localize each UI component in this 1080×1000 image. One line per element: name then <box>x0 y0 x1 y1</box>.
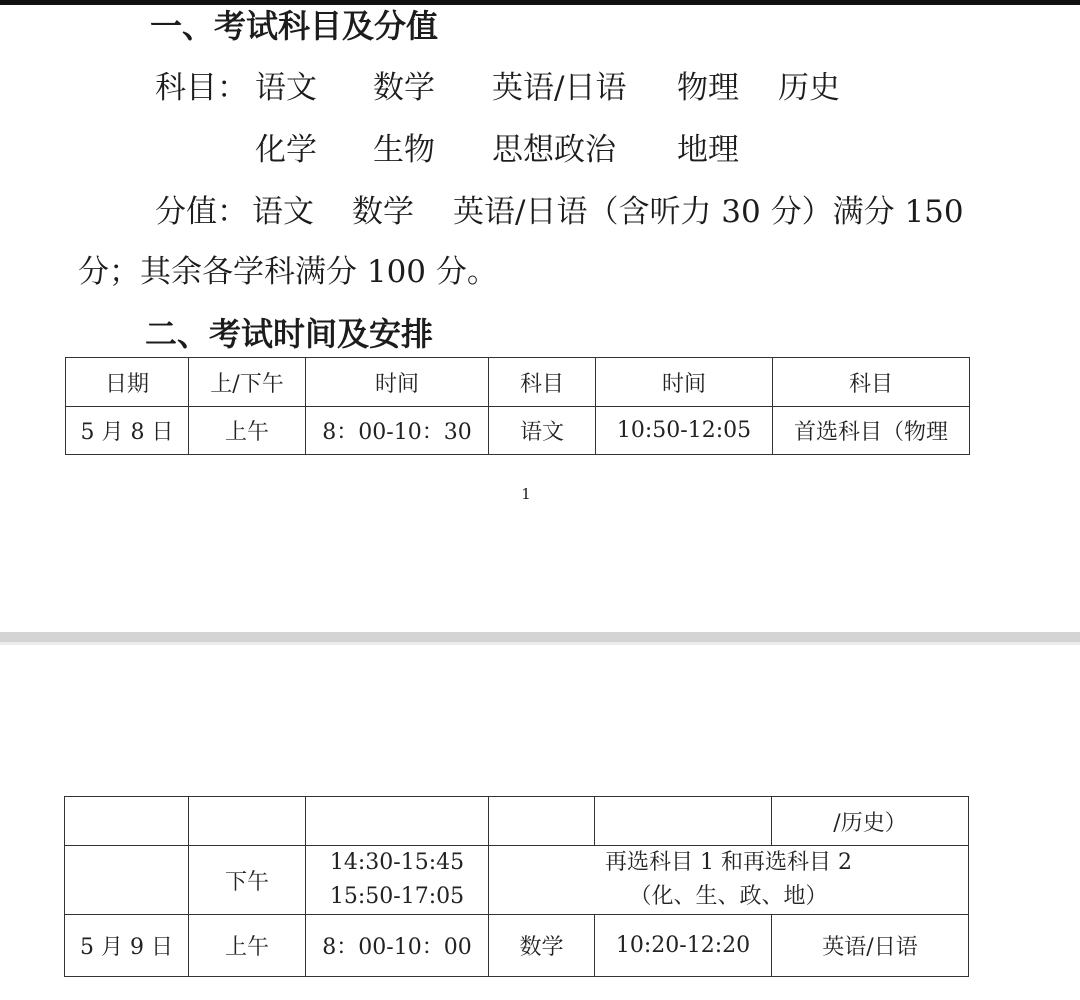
cell-reselect-subjects <box>489 846 969 915</box>
table-row <box>66 407 970 455</box>
subject-item: 生物 <box>373 132 435 168</box>
cell-empty <box>65 846 189 915</box>
cell-times <box>306 846 489 915</box>
header-subject: 科目 <box>489 358 596 407</box>
reselect-subject-title: 再选科目 1 和再选科目 2 <box>605 850 852 875</box>
cell-subject: 英语/日语 <box>772 915 969 977</box>
cell-time: 10:50-12:05 <box>596 407 773 455</box>
cell-date: 5 月 8 日 <box>66 407 189 455</box>
subject-item: 物理 <box>677 70 739 106</box>
subject-item: 数学 <box>373 70 435 106</box>
cell-period: 上午 <box>189 915 306 977</box>
scores-line-2: 分；其余各学科满分 100 分。 <box>78 254 498 290</box>
score-item: 语文 <box>252 194 314 230</box>
subject-item: 思想政治 <box>492 132 616 168</box>
table-row <box>65 846 969 915</box>
section2-heading: 二、考试时间及安排 <box>145 315 434 353</box>
cell-time: 8：00-10：30 <box>306 407 489 455</box>
subject-item: 英语/日语 <box>492 70 627 106</box>
subject-item: 语文 <box>255 70 317 106</box>
header-time: 时间 <box>596 358 773 407</box>
cell-empty <box>65 797 189 846</box>
cell-empty <box>595 797 772 846</box>
score-item: 数学 <box>352 194 414 230</box>
cell-subject-continued: /历史） <box>772 797 969 846</box>
cell-subject: 语文 <box>489 407 596 455</box>
section1-heading: 一、考试科目及分值 <box>150 7 439 45</box>
table-row <box>65 797 969 846</box>
page-separator <box>0 632 1080 642</box>
cell-empty <box>489 797 595 846</box>
header-period: 上/下午 <box>189 358 306 407</box>
header-subject: 科目 <box>773 358 970 407</box>
top-border <box>0 0 1080 5</box>
subjects-label: 科目： <box>155 70 248 106</box>
cell-empty <box>189 797 306 846</box>
scores-label: 分值： <box>155 194 248 230</box>
score-item: 英语/日语（含听力 30 分）满分 150 <box>453 194 964 230</box>
subject-item: 化学 <box>255 132 317 168</box>
reselect-subject-list: （化、生、政、地） <box>629 884 828 909</box>
cell-empty <box>306 797 489 846</box>
page-number: 1 <box>521 485 531 503</box>
table-row <box>65 915 969 977</box>
header-time: 时间 <box>306 358 489 407</box>
time-slot: 14:30-15:45 <box>329 850 465 875</box>
cell-date: 5 月 9 日 <box>65 915 189 977</box>
subject-item: 地理 <box>677 132 739 168</box>
cell-period: 下午 <box>189 846 306 915</box>
subject-item: 历史 <box>778 70 840 106</box>
cell-period: 上午 <box>189 407 306 455</box>
header-date: 日期 <box>66 358 189 407</box>
schedule-table-2 <box>64 796 969 977</box>
table-header-row <box>66 358 970 407</box>
time-slot: 15:50-17:05 <box>329 884 465 909</box>
cell-subject: 数学 <box>489 915 595 977</box>
cell-time: 10:20-12:20 <box>595 915 772 977</box>
page-separator-shadow <box>0 642 1080 645</box>
schedule-table-1 <box>65 357 970 455</box>
cell-subject: 首选科目（物理 <box>773 407 970 455</box>
cell-time: 8：00-10：00 <box>306 915 489 977</box>
